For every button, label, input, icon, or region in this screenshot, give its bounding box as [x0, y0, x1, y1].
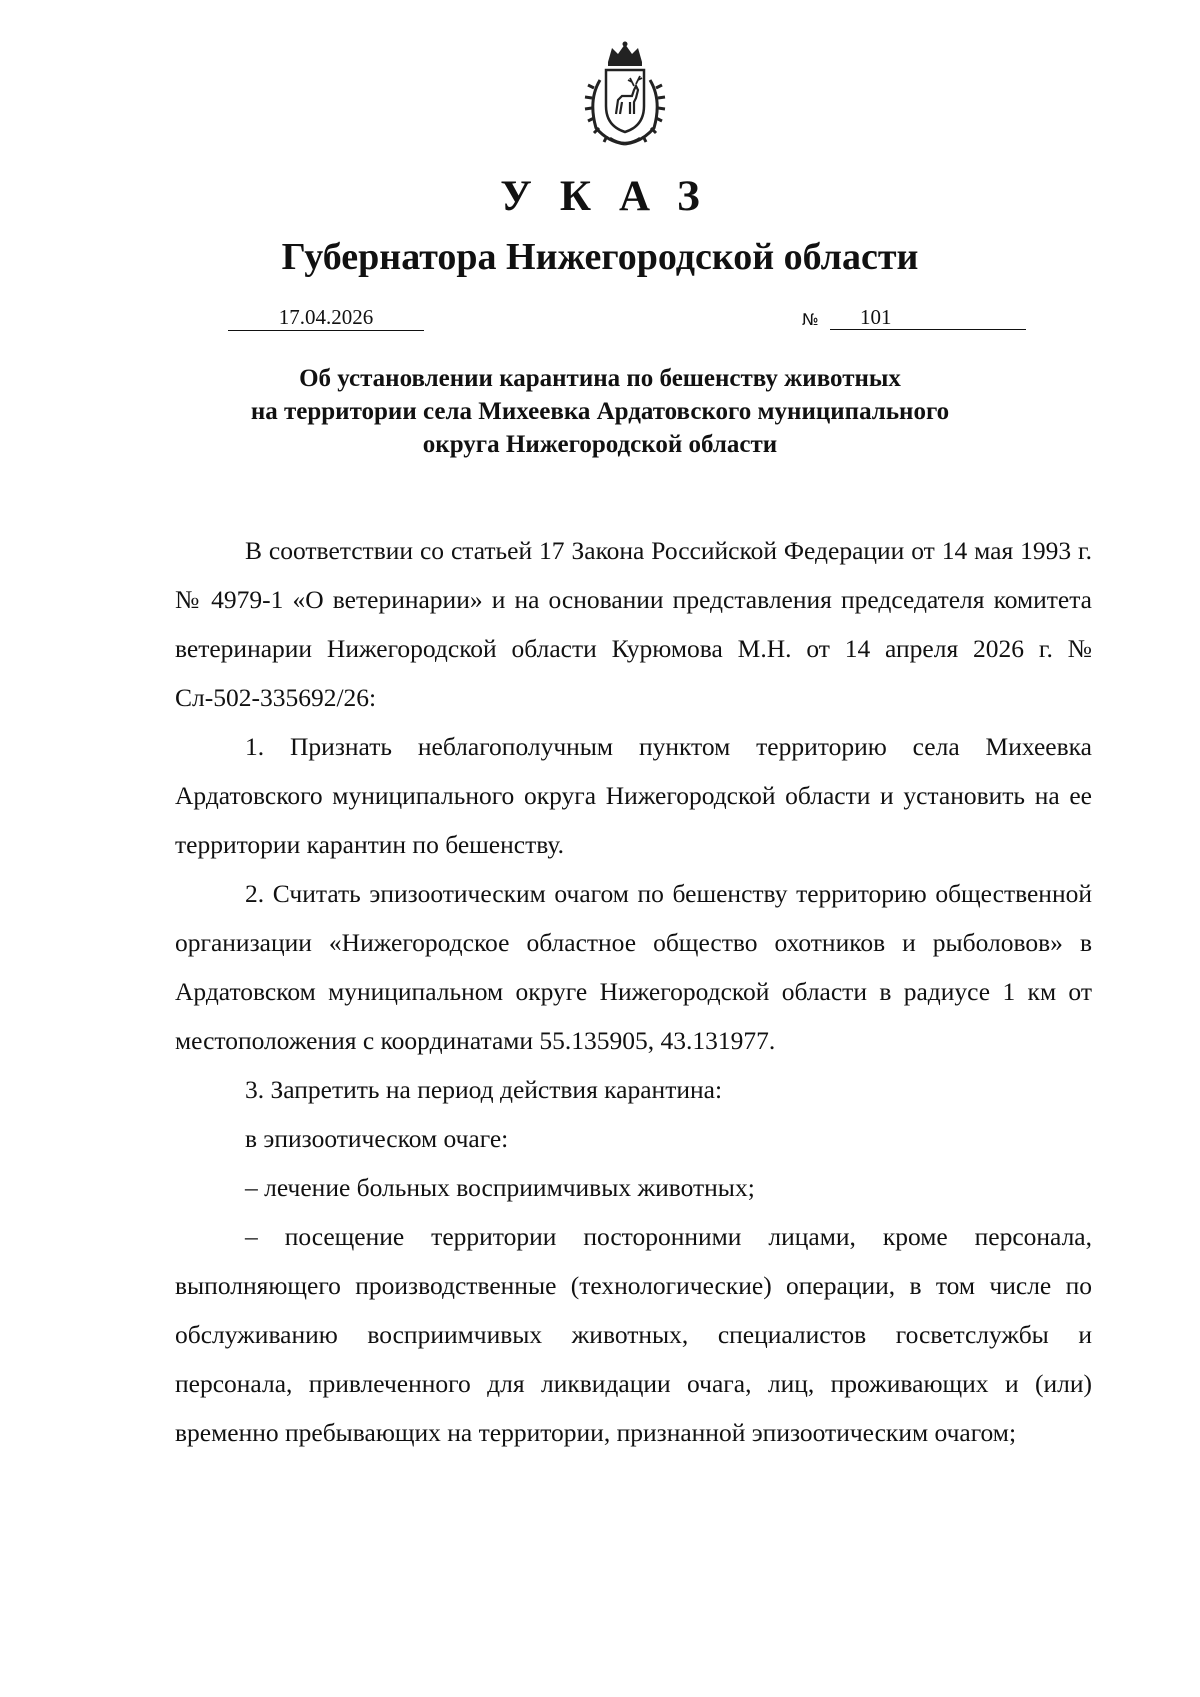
dash-item-1: – лечение больных восприимчивых животных;	[245, 1173, 755, 1202]
decree-number: 101	[830, 304, 1026, 330]
heading-line: на территории села Михеевка Ардатовского муниципального	[250, 398, 950, 425]
preamble-paragraph: В соответствии со статьей 17 Закона Российской Федерации от 14 мая 1993 г. № 4979-1 «О ветеринарии» и на основании представления председателя комитета ветеринарии Нижегородской области Курюмова М.Н. от 14 апреля 2026 г. № Сл-502-335692/26:	[175, 536, 1092, 712]
decree-heading	[160, 362, 1040, 461]
item-3-paragraph: 3. Запретить на период действия карантина:	[245, 1075, 723, 1104]
heading-line: Об установлении карантина по бешенству животных	[299, 365, 901, 392]
coat-of-arms-icon	[570, 40, 680, 150]
item-1-paragraph: 1. Признать неблагополучным пунктом территорию села Михеевка Ардатовского муниципального округа Нижегородской области и установить на ее территории карантин по бешенству.	[175, 732, 1092, 859]
decree-number-label: №	[802, 310, 819, 329]
heading-line: округа Нижегородской области	[422, 431, 778, 458]
document-title: УКАЗ	[500, 173, 728, 220]
dash-item-2: – посещение территории посторонними лицами, кроме персонала, выполняющего производственные (технологические) операции, в том числе по обслуживанию восприимчивых животных, специалистов госветслужбы и персонала, привлеченного для ликвидации очага, лиц, проживающих и (или) временно пребывающих на территории, признанной эпизоотическим очагом;	[175, 1222, 1092, 1447]
item-2-paragraph: 2. Считать эпизоотическим очагом по бешенству территорию общественной организации «Нижегородское областное общество охотников и рыболовов» в Ардатовском муниципальном округе Нижегородской области в радиусе 1 км от местоположения с координатами 55.135905, 43.131977.	[175, 879, 1092, 1055]
decree-body	[175, 526, 1092, 1457]
decree-date: 17.04.2026	[228, 304, 424, 331]
document-subtitle: Губернатора Нижегородской области	[281, 236, 919, 278]
item-3-subheading: в эпизоотическом очаге:	[245, 1124, 509, 1153]
